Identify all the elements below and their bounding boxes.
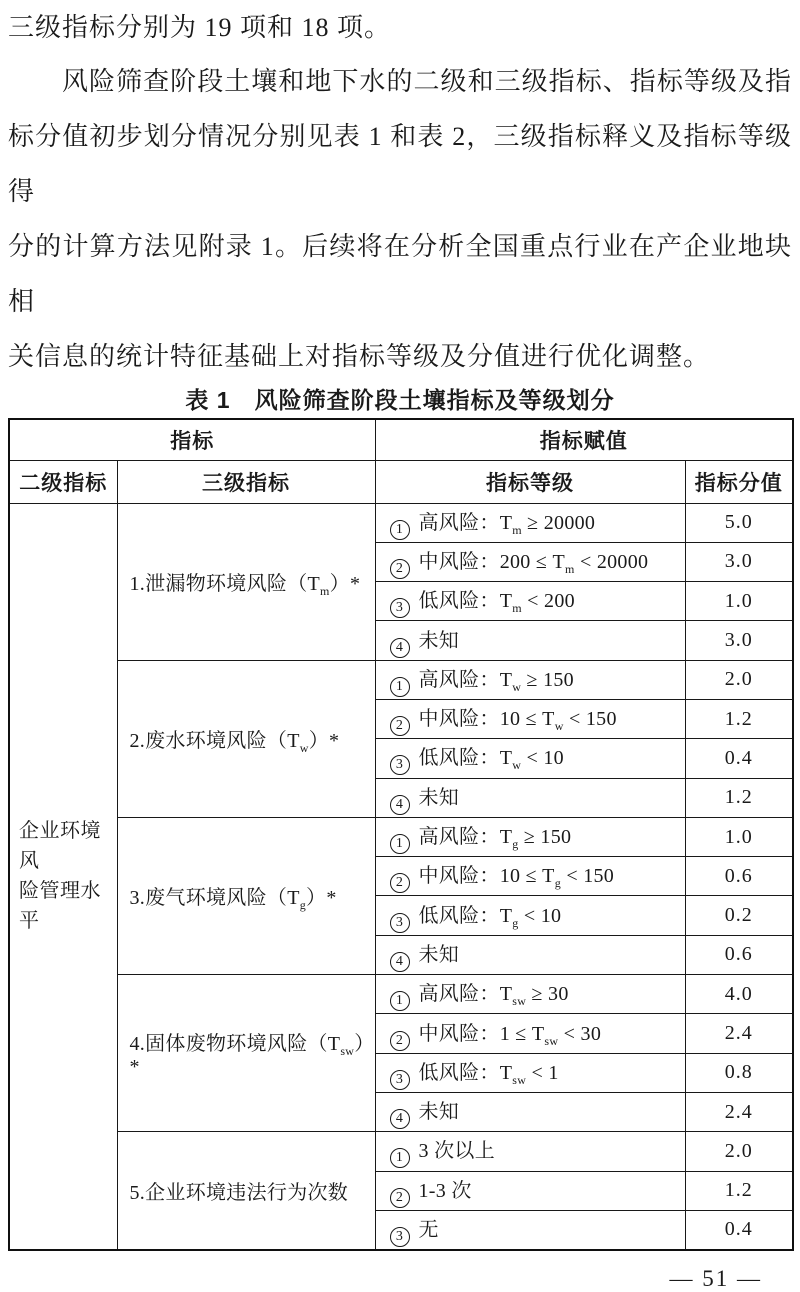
score-cell: 0.4 [685,739,793,778]
score-cell: 0.6 [685,935,793,974]
circled-number: 2 [390,873,410,893]
header-level3: 三级指标 [117,460,375,503]
subscript: sw [544,1033,559,1048]
level3-indicator-cell: 2.废水环境风险$(T_w)*$ [117,660,375,817]
subscript: sw [340,1044,355,1059]
circled-number: 3 [390,598,410,618]
score-cell: 2.0 [685,1132,793,1171]
subscript: m [512,601,522,616]
grade-cell: 2 1-3 次 [375,1171,685,1210]
score-cell: 3.0 [685,542,793,581]
score-cell: 0.2 [685,896,793,935]
subscript: m [512,522,522,537]
subscript: sw [512,1072,527,1087]
circled-number: 1 [390,520,410,540]
grade-cell: 2 中风险：$1 \le T_{sw} < 30$ [375,1014,685,1053]
score-cell: 5.0 [685,503,793,542]
circled-number: 3 [390,913,410,933]
header-grade: 指标等级 [375,460,685,503]
soil-indicator-table [8,418,794,1251]
table-title: 表 1 风险筛查阶段土壤指标及等级划分 [185,387,615,413]
header-level2: 二级指标 [9,460,117,503]
header-score: 指标分值 [685,460,793,503]
level2-indicator-cell [9,503,117,1250]
subscript: g [512,837,519,852]
grade-cell: 1 高风险：$T_m \ge 20000$ [375,503,685,542]
score-cell: 0.4 [685,1210,793,1249]
score-cell: 2.4 [685,1092,793,1131]
level3-indicator-cell: 5.企业环境违法行为次数 [117,1132,375,1250]
circled-number: 4 [390,1109,410,1129]
grade-cell: 3 低风险：$T_g < 10$ [375,896,685,935]
subscript: g [299,898,307,913]
level3-indicator-cell: 3.废气环境风险$(T_g)*$ [117,817,375,974]
table-row [9,503,793,542]
table-row [9,1132,793,1171]
subscript: w [512,758,522,773]
subscript: g [554,876,562,891]
paragraph-line: 标分值初步划分情况分别见表 1 和表 2，三级指标释义及指标等级得 [8,122,792,206]
circled-number: 4 [390,952,410,972]
body-paragraph [8,54,792,384]
circled-number: 2 [390,1031,410,1051]
table-header-row-2 [9,460,793,503]
score-cell: 2.0 [685,660,793,699]
subscript: g [512,915,519,930]
grade-cell: 2 中风险：$200 \le T_m < 20000$ [375,542,685,581]
score-cell: 3.0 [685,621,793,660]
table-row [9,817,793,856]
subscript: w [554,719,564,734]
circled-number: 1 [390,991,410,1011]
grade-cell: 3 无 [375,1210,685,1249]
grade-cell: 1 高风险：$T_g \ge 150$ [375,817,685,856]
score-cell: 2.4 [685,1014,793,1053]
level2-line: 险管理水平 [19,880,101,933]
grade-cell: 1 3 次以上 [375,1132,685,1171]
header-indicator: 指标 [9,419,375,460]
table-row [9,660,793,699]
circled-number: 1 [390,834,410,854]
subscript: w [512,679,522,694]
score-cell: 1.2 [685,1171,793,1210]
score-cell: 4.0 [685,975,793,1014]
grade-cell: 2 中风险：$10 \le T_w < 150$ [375,699,685,738]
score-cell: 0.6 [685,857,793,896]
circled-number: 2 [390,559,410,579]
score-cell: 1.2 [685,778,793,817]
score-cell: 1.2 [685,699,793,738]
grade-cell: 3 低风险：$T_w < 10$ [375,739,685,778]
paragraph-line: 关信息的统计特征基础上对指标等级及分值进行优化调整。 [8,342,711,371]
circled-number: 4 [390,795,410,815]
grade-cell: 4 未知 [375,935,685,974]
grade-cell: 4 未知 [375,1092,685,1131]
circled-number: 2 [390,716,410,736]
paragraph-line: 风险筛查阶段土壤和地下水的二级和三级指标、指标等级及指 [62,67,792,96]
intro-line: 三级指标分别为 19 项和 18 项。 [8,13,392,42]
table-header-row-1 [9,419,793,460]
grade-cell: 1 高风险：$T_{sw} \ge 30$ [375,975,685,1014]
circled-number: 3 [390,1070,410,1090]
grade-cell: 4 未知 [375,621,685,660]
circled-number: 2 [390,1188,410,1208]
grade-cell: 1 高风险：$T_w \ge 150$ [375,660,685,699]
header-assignment: 指标赋值 [375,419,793,460]
subscript: m [565,561,575,576]
subscript: m [320,584,330,599]
score-cell: 1.0 [685,817,793,856]
paragraph-line: 分的计算方法见附录 1。后续将在分析全国重点行业在产企业地块相 [8,232,792,316]
subscript: sw [512,994,527,1009]
circled-number: 1 [390,677,410,697]
circled-number: 4 [390,638,410,658]
level3-indicator-cell: 4.固体废物环境风险$(T_{sw})*$ [117,975,375,1132]
page-number: — 51 — [669,1265,762,1291]
score-cell: 0.8 [685,1053,793,1092]
grade-cell: 4 未知 [375,778,685,817]
level3-indicator-cell: 1.泄漏物环境风险$(T_m)*$ [117,503,375,660]
circled-number: 1 [390,1148,410,1168]
score-cell: 1.0 [685,582,793,621]
circled-number: 3 [390,1227,410,1247]
grade-cell: 3 低风险：$T_m < 200$ [375,582,685,621]
level2-line: 企业环境风 [19,820,101,873]
circled-number: 3 [390,755,410,775]
table-row [9,975,793,1014]
grade-cell: 3 低风险：$T_{sw} < 1$ [375,1053,685,1092]
grade-cell: 2 中风险：$10 \le T_g < 150$ [375,857,685,896]
subscript: w [299,741,309,756]
